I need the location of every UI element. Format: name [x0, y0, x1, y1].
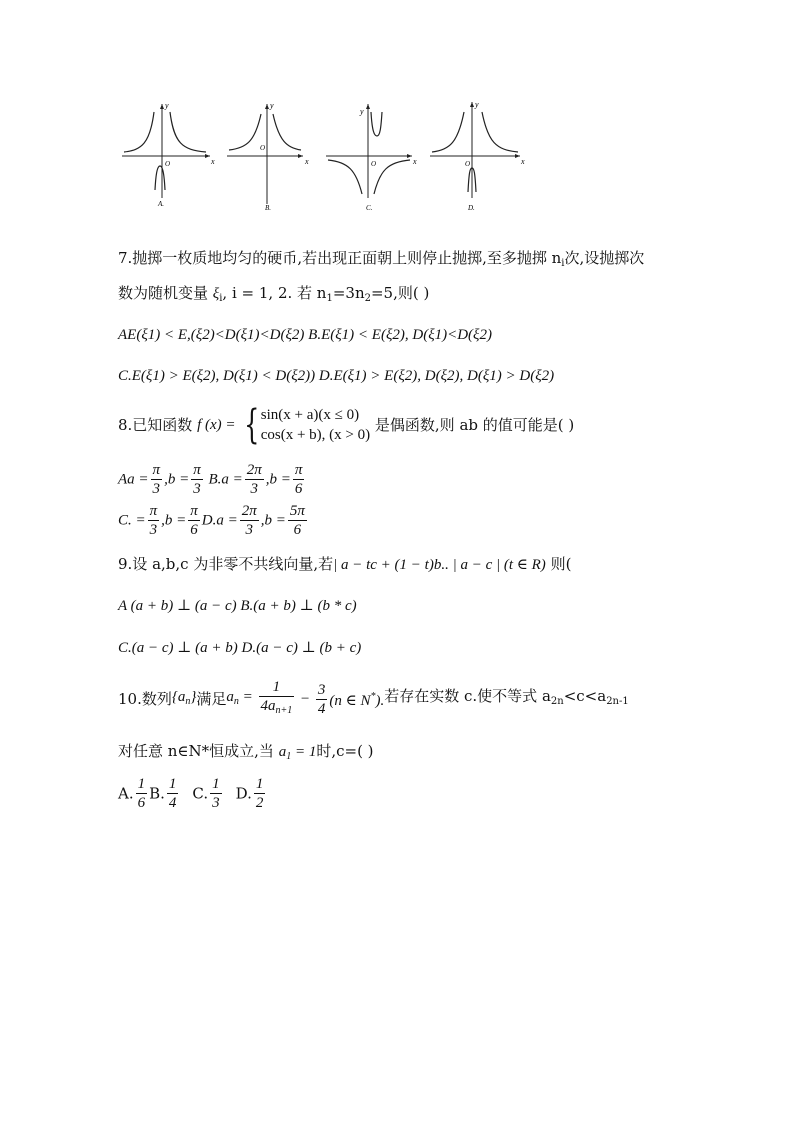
origin-label: O [465, 160, 471, 168]
graph-letter: D. [468, 204, 475, 212]
y-axis-label: y [270, 101, 274, 110]
q8-stem: 8.已知函数 f (x) = { sin(x + a)(x ≤ 0) cos(x + b), (x > 0) 是偶函数,则 ab 的值可能是( ) [118, 402, 575, 448]
q8-options-cd: C. = $\frac{\pi}{3}$ ,b = $\frac{\pi}{6}$ D.a = $\frac{2\pi}{3}$ ,b = $\frac{5\pi}{6}$ [118, 503, 305, 538]
graph-letter: C. [366, 204, 373, 212]
q9-options-ab: A (a + b) ⊥ (a − c) B.(a + b) ⊥ (b * c) [118, 598, 357, 614]
q7-options-cd: C.E(ξ1) > E(ξ2), D(ξ1) < D(ξ2)) D.E(ξ1) > E(ξ2), D(ξ2), D(ξ1) > D(ξ2) [118, 368, 555, 384]
q7-stem-line1: 7.抛掷一枚质地均匀的硬币,若出现正面朝上则停止抛掷,至多抛掷 $n_i$次,设抛掷次 [118, 249, 645, 269]
graph-letter: B. [265, 204, 272, 212]
q7-options-ab: AE(ξ1) < E,(ξ2)<D(ξ1)<D(ξ2) B.E(ξ1) < E(ξ2), D(ξ1)<D(ξ2) [118, 327, 492, 343]
y-axis-label: y [165, 101, 169, 110]
x-axis-label: x [211, 157, 215, 166]
x-axis-label: x [305, 157, 309, 166]
graph-a [118, 98, 214, 216]
x-axis-label: x [521, 157, 525, 166]
graph-c [324, 98, 420, 216]
piecewise-cases: sin(x + a)(x ≤ 0) cos(x + b), (x > 0) [260, 407, 371, 443]
q7-stem-line2: 数为随机变量 $\xi_i$, i = 1, 2. 若 $n_1=3n_2=5$,则( ) [118, 284, 430, 304]
y-axis-label: y [360, 107, 364, 116]
y-axis-label: y [475, 100, 479, 109]
origin-label: O [371, 160, 377, 168]
graph-d [428, 98, 524, 216]
q10-stem-line1: 10.数列$\{a_n\}$满足$a_n$ = $\frac{1}{4a_{n+1}}$ − $\frac{3}{4}$ (n ∈ N*).若存在实数 c.使不等式 $a_{2n}<c<a_{2n-1}$ [118, 679, 629, 717]
origin-label: O [165, 160, 171, 168]
q10-stem-line2: 对任意 n∈N*恒成立,当 $a_1 = 1$时,c=( ) [118, 742, 374, 762]
q10-options: A. $\frac{1}{6}$ B. $\frac{1}{4}$ C. $\frac{1}{3}$ D. $\frac{1}{2}$ [118, 776, 264, 811]
x-axis-label: x [413, 157, 417, 166]
origin-label: O [260, 144, 266, 152]
q9-stem: 9.设 a,b,c 为非零不共线向量,若| a − tc + (1 − t)b.. | a − c | (t ∈ R) 则( [118, 555, 572, 573]
brace-icon: { [244, 402, 260, 448]
function-graphs [118, 98, 528, 216]
graph-letter: A. [158, 200, 165, 208]
q9-options-cd: C.(a − c) ⊥ (a + b) D.(a − c) ⊥ (b + c) [118, 640, 362, 656]
graph-b [223, 98, 319, 216]
q8-options-ab: Aa = $\frac{\pi}{3}$ ,b = $\frac{\pi}{3}$ B.a = $\frac{2\pi}{3}$ ,b = $\frac{\pi}{6}$ [118, 462, 303, 497]
